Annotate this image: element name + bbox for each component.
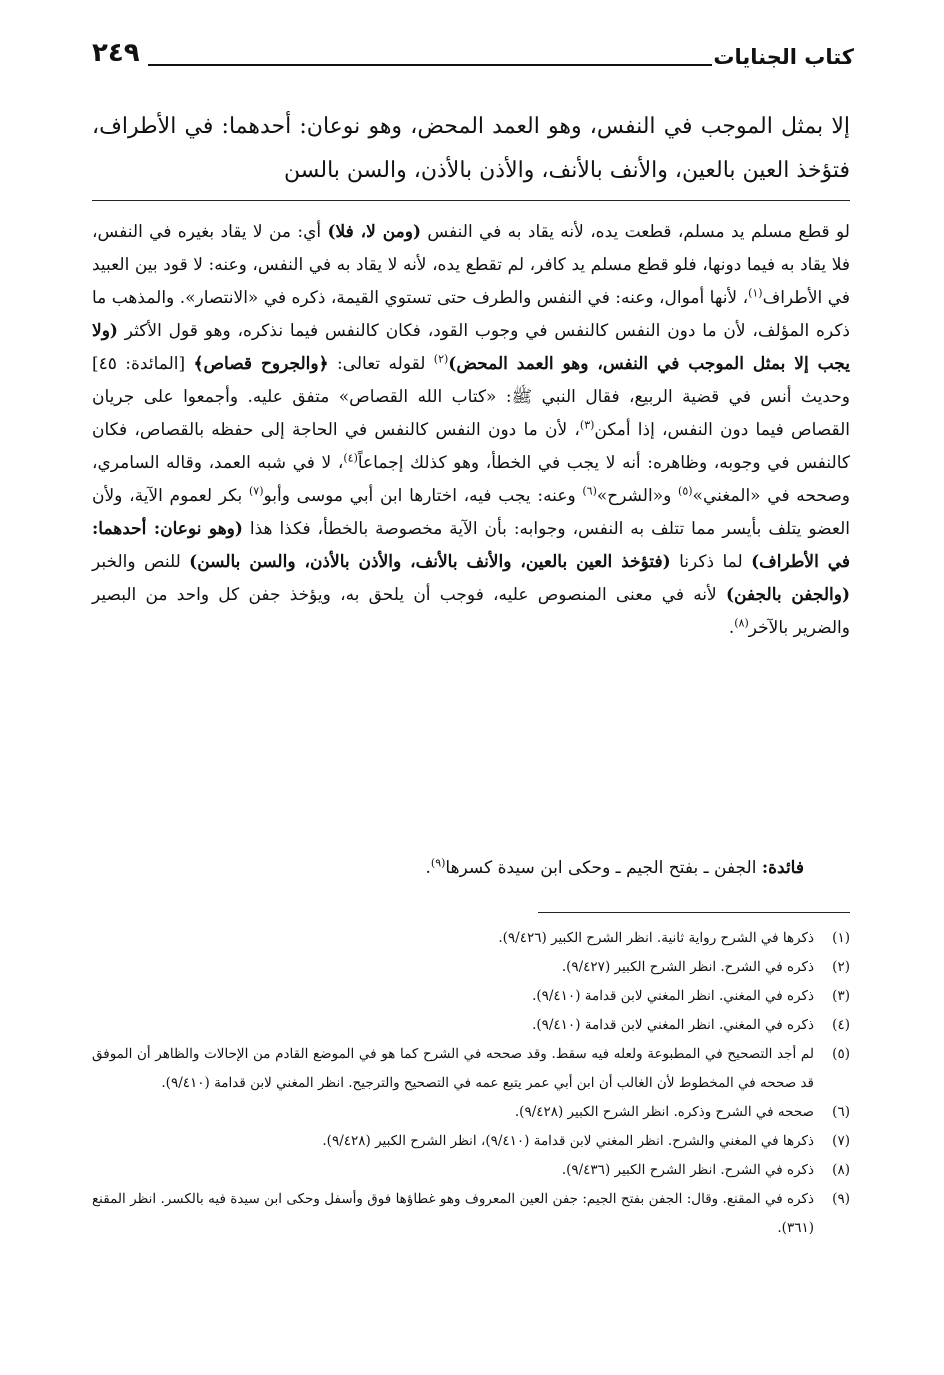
quoted-matn: (فتؤخذ العين بالعين، والأنف بالأنف، والأذن بالأذن، والسن بالسن) — [189, 552, 671, 572]
footnote-ref[interactable]: (٨) — [734, 616, 749, 630]
footnote — [92, 1127, 850, 1156]
benefit-note — [92, 852, 804, 885]
footnote-number: (٥) — [832, 1046, 850, 1062]
commentary-segment: لو قطع مسلم يد مسلم، قطعت يده، لأنه يقاد به في النفس — [421, 222, 850, 242]
footnote-text: ذكره في المغني. انظر المغني لابن قدامة (٩/٤١٠). — [532, 1017, 814, 1033]
footnote — [92, 953, 850, 982]
footnote — [92, 1098, 850, 1127]
footnote-ref[interactable]: (٢) — [433, 352, 449, 366]
footnote — [92, 1011, 850, 1040]
footnote-ref[interactable]: (٥) — [678, 484, 693, 498]
commentary-text — [92, 216, 850, 645]
footnote — [92, 1156, 850, 1185]
footnote-number: (١) — [832, 930, 850, 946]
footnote — [92, 924, 850, 953]
quoted-matn: (والجفن بالجفن) — [725, 585, 850, 605]
footnote-number: (٣) — [832, 988, 850, 1004]
footnote-ref[interactable]: (١) — [748, 286, 763, 300]
footnote-text: ذكره في المغني. انظر المغني لابن قدامة (٩/٤١٠). — [532, 988, 814, 1004]
footnote — [92, 982, 850, 1011]
footnotes-divider — [538, 912, 850, 913]
footnotes-list — [92, 924, 850, 1243]
commentary-segment: . — [728, 618, 735, 638]
benefit-text: الجفن ـ بفتح الجيم ـ وحكى ابن سيدة كسرها — [445, 858, 762, 878]
footnote-ref[interactable]: (٣) — [579, 418, 595, 432]
footnote-ref[interactable]: (٤) — [343, 451, 358, 465]
quoted-matn: (ومن لا، فلا) — [327, 222, 422, 242]
commentary-segment: [المائدة: ٤٥] وحديث أنس في قضية الربيع، فقال النبي ﷺ: «كتاب الله القصاص» متفق عليه. وأجمعوا على جريان القصاص فيما دون النفس، إذا أمكن — [92, 354, 850, 440]
footnote-number: (٨) — [832, 1162, 850, 1178]
commentary-segment: ، لا في شبه العمد، وقاله السامري، وصححه في «المغني» — [92, 453, 850, 506]
footnote-text: لم أجد التصحيح في المطبوعة ولعله فيه سقط. وقد صححه في الشرح كما هو في الموضع القادم من الإحالات والظاهر أن الموفق قد صححه في المخطوط لأن الغالب أن ابن أبي عمر يتبع عمه في التصحيح والترجيح. انظر المغني لابن قدامة (٩/٤١٠). — [92, 1046, 814, 1091]
quran-verse: ﴿والجروح قصاص﴾ — [193, 354, 329, 374]
footnote-text: صححه في الشرح وذكره. انظر الشرح الكبير (٩/٤٢٨). — [514, 1104, 814, 1120]
footnote-text: ذكره في الشرح. انظر الشرح الكبير (٩/٤٣٦). — [561, 1162, 814, 1178]
main-text-divider — [92, 200, 850, 201]
footnote-ref[interactable]: (٩) — [430, 856, 446, 870]
main-text: إلا بمثل الموجب في النفس، وهو العمد المحض، وهو نوعان: أحدهما: في الأطراف، فتؤخذ العين بالعين، والأنف بالأنف، والأذن بالأذن، والسن بالسن — [92, 114, 850, 183]
running-header — [92, 40, 854, 74]
commentary-segment: للنص والخبر — [92, 552, 190, 572]
benefit-end: . — [425, 858, 431, 878]
benefit-label: فائدة: — [761, 858, 804, 878]
commentary-segment: ، لأنها أموال، وعنه: في النفس والطرف حتى تستوي القيمة، ذكره في «الانتصار». والمذهب ما ذكره المؤلف، لأن ما دون النفس كالنفس في وجوب القود، فكان كالنفس فيما نذكره، وهو قول الأكثر — [92, 288, 850, 341]
header-rule — [148, 64, 712, 66]
commentary-segment: ، لأن ما دون النفس كالنفس في الحاجة إلى حفظه بالقصاص، فكان كالنفس في وجوبه، وظاهره: أنه لا يجب في الخطأ، وهو كذلك إجماعاً — [92, 420, 850, 473]
footnote-number: (٤) — [832, 1017, 850, 1033]
footnote-number: (٦) — [832, 1104, 850, 1120]
footnote-text: ذكره في الشرح. انظر الشرح الكبير (٩/٤٢٧). — [561, 959, 814, 975]
footnote — [92, 1040, 850, 1098]
commentary-segment: بكر لعموم الآية، ولأن العضو يتلف بأيسر مما تتلف به النفس، وجوابه: بأن الآية مخصوصة بالخطأ، فكذا هذا — [92, 486, 850, 539]
footnote-text: ذكرها في المغني والشرح. انظر المغني لابن قدامة (٩/٤١٠)، انظر الشرح الكبير (٩/٤٢٨). — [322, 1133, 814, 1149]
footnote-number: (٧) — [832, 1133, 850, 1149]
footnote-text: ذكرها في الشرح رواية ثانية. انظر الشرح الكبير (٩/٤٢٦). — [498, 930, 814, 946]
quoted-matn: (ولا يجب إلا بمثل الموجب في النفس، وهو العمد المحض) — [92, 321, 851, 374]
footnote-number: (٩) — [832, 1191, 850, 1207]
running-title: كتاب الجنايات — [713, 45, 854, 69]
footnote-ref[interactable]: (٦) — [582, 484, 597, 498]
footnote-ref[interactable]: (٧) — [248, 484, 264, 498]
commentary-segment: و«الشرح» — [596, 486, 679, 506]
footnote — [92, 1185, 850, 1243]
commentary-segment: وعنه: يجب فيه، اختارها ابن أبي موسى وأبو — [263, 486, 583, 506]
commentary-segment: لقوله تعالى: — [328, 354, 434, 374]
commentary-segment: أي: من لا يقاد بغيره في النفس، فلا يقاد به فيما دونها، فلو قطع مسلم يد كافر، لم تقطع يده، لأنه لا يقاد به في النفس، وعنه: لا قود بين العبيد في الأطراف — [92, 222, 850, 308]
quoted-matn: (وهو نوعان: أحدهما: في الأطراف) — [92, 519, 851, 572]
footnote-text: ذكره في المقنع. وقال: الجفن بفتح الجيم: جفن العين المعروف وهو غطاؤها فوق وأسفل وحكى ابن سيدة فيه بالكسر. انظر المقنع (٣٦١). — [92, 1191, 814, 1236]
commentary-segment: لما ذكرنا — [670, 552, 752, 572]
commentary-segment: لأنه في معنى المنصوص عليه، فوجب أن يلحق به، ويؤخذ جفن كل واحد من البصير والضرير بالآخر — [92, 585, 850, 638]
page-number: ٢٤٩ — [92, 38, 140, 68]
footnote-number: (٢) — [832, 959, 850, 975]
